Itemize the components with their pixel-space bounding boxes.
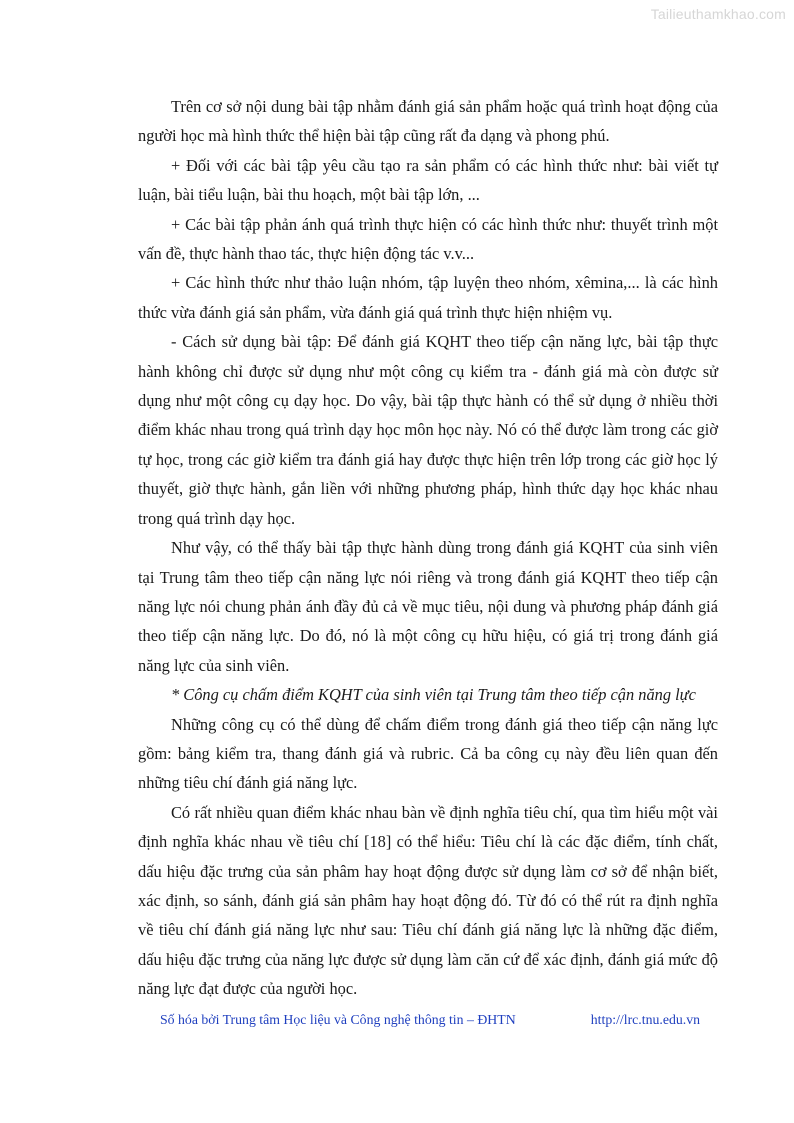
paragraph: - Cách sử dụng bài tập: Để đánh giá KQHT theo tiếp cận năng lực, bài tập thực hành không chỉ được sử dụng như một công cụ kiểm tra - đánh giá mà còn được sử dụng như một công cụ dạy học. Do vậy, bài tập thực hành có thể sử dụng ở nhiều thời điểm khác nhau trong quá trình dạy học môn học này. Nó có thể được làm trong các giờ tự học, trong các giờ kiểm tra đánh giá hay được thực hiện trên lớp trong các giờ học lý thuyết, giờ thực hành, gắn liền với những phương pháp, hình thức dạy học khác nhau trong quá trình dạy học. <box>138 332 718 528</box>
page-footer <box>160 1012 700 1028</box>
paragraph: + Đối với các bài tập yêu cầu tạo ra sản phẩm có các hình thức như: bài viết tự luận, bài tiểu luận, bài thu hoạch, một bài tập lớn, ... <box>138 155 718 205</box>
paragraph: + Các bài tập phản ánh quá trình thực hiện có các hình thức như: thuyết trình một vấn đề, thực hành thao tác, thực hiện động tác v.v... <box>138 214 718 264</box>
document-body <box>138 92 718 1004</box>
paragraph: + Các hình thức như thảo luận nhóm, tập luyện theo nhóm, xêmina,... là các hình thức vừa đánh giá sản phẩm, vừa đánh giá quá trình thực hiện nhiệm vụ. <box>138 273 718 322</box>
watermark: Tailieuthamkhao.com <box>650 6 786 22</box>
paragraph: Những công cụ có thể dùng để chấm điểm trong đánh giá theo tiếp cận năng lực gồm: bảng kiểm tra, thang đánh giá và rubric. Cả ba công cụ này đều liên quan đến những tiêu chí đánh giá năng lực. <box>138 714 718 793</box>
footer-link[interactable]: http://lrc.tnu.edu.vn <box>590 1012 700 1027</box>
paragraph: Có rất nhiều quan điểm khác nhau bàn về định nghĩa tiêu chí, qua tìm hiểu một vài định nghĩa khác nhau về tiêu chí [18] có thể hiểu: Tiêu chí là các đặc điểm, tính chất, dấu hiệu đặc trưng của sản phâm hay hoạt động được sử dụng làm cơ sở để nhận biết, xác định, so sánh, đánh giá sản phâm hay hoạt động đó. Từ đó có thể rút ra định nghĩa về tiêu chí đánh giá năng lực như sau: Tiêu chí đánh giá năng lực là những đặc điểm, dấu hiệu đặc trưng của năng lực được sử dụng làm căn cứ để xác định, đánh giá mức độ năng lực đạt được của người học. <box>138 802 718 999</box>
section-heading: * Công cụ chấm điểm KQHT của sinh viên tại Trung tâm theo tiếp cận năng lực <box>171 685 696 705</box>
paragraph: Trên cơ sở nội dung bài tập nhằm đánh giá sản phẩm hoặc quá trình hoạt động của người học mà hình thức thể hiện bài tập cũng rất đa dạng và phong phú. <box>138 97 718 146</box>
paragraph: Như vậy, có thể thấy bài tập thực hành dùng trong đánh giá KQHT của sinh viên tại Trung tâm theo tiếp cận năng lực nói riêng và trong đánh giá KQHT theo tiếp cận năng lực nói chung phản ánh đầy đủ cả về mục tiêu, nội dung và phương pháp đánh giá theo tiếp cận năng lực. Do đó, nó là một công cụ hữu hiệu, có giá trị trong đánh giá năng lực của sinh viên. <box>138 538 718 675</box>
footer-source: Số hóa bởi Trung tâm Học liệu và Công nghệ thông tin – ĐHTN <box>160 1012 516 1027</box>
